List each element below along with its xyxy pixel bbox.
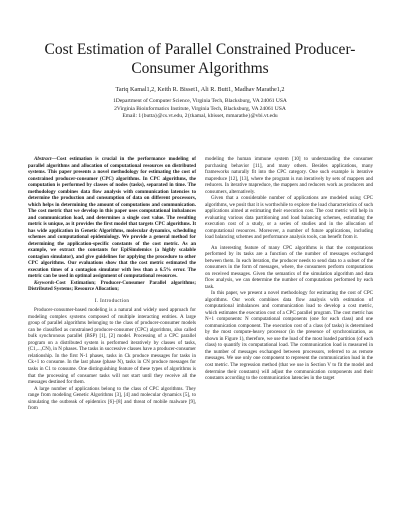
email-line: Email: 1{butta}@cs.vt.edu, 2{tkamal, kbisset, mmarathe}@vbi.vt.edu: [122, 113, 278, 120]
abstract: [28, 156, 196, 280]
paper-title: Cost Estimation of Parallel Constrained Producer-Consumer Algorithms: [44, 41, 356, 77]
right-column: [205, 156, 373, 382]
affiliation-1: 1Department of Computer Science, Virginia Tech, Blacksburg, VA 24061 USA: [113, 98, 287, 104]
abstract-label: Abstract: [34, 156, 52, 162]
keywords-text: -Cost Estimation; Producer-Consumer Parallel algorithms; Distributed Systems; Resource Allocation;: [28, 279, 196, 293]
intro-paragraph: Producer-consumer-based modeling is a natural and widely used approach for modeling complex systems composed of multiple interacting entities. A large group of parallel algorithms belonging to the class of producer-consumer models can be classified as constrained producer-consumer (CPC) algorithms, also called bulk synchronous parallel (BSP) [1], [2] model. Processing of a CPC parallel program on a distributed system is performed iteratively by classes of tasks, (C1,...,CN), in N phases. The tasks in successive classes have a producer-consumer relationship. In the first N-1 phases, tasks in Ck produce messages for tasks in Ck+1 to consume. In the last phase (phase N), tasks in CN produce messages for tasks in C1 to consume. One distinguishing feature of these types of algorithms is that the processing of consumer tasks will not start until they receive all the messages destined for them.: [28, 307, 196, 386]
abstract-text: —Cost estimation is crucial in the performance modeling of parallel algorithms and allocation of computational resources on distributed systems. This paper presents a novel methodology for estimating the cost of constrained producer-consumer (CPC) algorithms. In CPC algorithms, the computation is performed by classes of nodes (tasks), separated in time. The methodology combines data flow analysis with communication latencies to determine the production and consumption of data on different processors, which helps in determining the amount of computations and communication. The cost metric that we develop in this paper uses computational imbalances and communication load, and determines a single cost value. The resulting metric is unique, as it provides the first model that targets CPC algorithms. It has wide application in Genetic Algorithms, molecular dynamics, scheduling schemes and computational epidemiology. We provide a general method for determining the application-specific constants of the cost metric. As an example, we extract the constants for EpiSimdemics (a highly scalable contagion simulator), and give guidelines for applying the procedure to other CPC algorithms. Our evaluations show that the cost metric estimated the execution times of a contagion simulator with less than a 6.5% error. The metric can be used in optimal assignment of computational resources.: [28, 156, 196, 280]
affiliation-2: 2Virginia Bioinformatics Institute, Virginia Tech, Blacksburg, VA 24061 USA: [114, 105, 286, 112]
section-heading-introduction: I. Introduction: [94, 297, 130, 304]
body-paragraph: In this paper, we present a novel methodology for estimating the cost of CPC algorithms. Our work combines data flow analysis with estimation of computational imbalances and communication load to develop a cost metric, which estimates the execution cost of a CPC parallel program. The cost metric has N+1 components: N computational components (one for each class) and one communication component. The execution cost of a class (of tasks) is determined by the most compute-heavy processor (in the presence of synchronization, as shown in Figure 1), therefore, we use the load of the most loaded partition (of each class) to quantify its computational load. The communication load is measured in the number of messages exchanged between processors, referred to as remote messages. We use only one component to represent the communication load in the cost metric. The regression method (that we use in Section V to fit the model and determine their constants) will adjust the communication components and their constants according to the communication latencies in the target: [205, 290, 373, 382]
body-paragraph: An interesting feature of many CPC algorithms is that the computations performed by its tasks are a function of the number of messages exchanged between them. In each iteration, the producer needs to send data to a subset of the consumers in the form of messages, where, the consumers perform computations on received messages. Given the semantics of the simulation algorithm and data flow analysis, we can determine the number of computations performed by each task.: [205, 244, 373, 290]
body-paragraph: Given that a considerable number of applications are modeled using CPC algorithms, we posit that it is worthwhile to explore the load characteristics of such applications aimed at estimating their execution cost. The cost metric will help in evaluating various data partitioning and load balancing schemes, estimating the execution cost of a study, or a series of studies and in the allocation of computational resources. Moreover, a number of future applications, including load balancing schemes and performance analysis tools, can benefit from it.: [205, 195, 373, 241]
left-column: [28, 156, 196, 412]
body-paragraph: modeling the human immune system [10] to understanding the consumer purchasing behavior [11], and many others. Besides applications, many frameworks naturally fit into the CPC category. One such example is iterative mapreduce [12], [13], where the program is run iteratively by sets of mappers and reducers. In iterative mapreduce, the mappers and reducers work as producers and consumers, alternatively.: [205, 156, 373, 195]
affiliations: [20, 98, 380, 121]
keywords: [28, 280, 196, 293]
keywords-label: Keywords: [34, 279, 55, 286]
intro-paragraph: A large number of applications belong to the class of CPC algorithms. They range from modeling Genetic Algorithms [3], [4] and molecular dynamics [5], to simulating the outbreak of epidemics [6]–[8] and threat of mobile malware [9], from: [28, 385, 196, 412]
paper-authors: Tariq Kamal1,2, Keith R. Bisset1, Ali R. Butt1, Madhav Marathe1,2: [115, 86, 285, 93]
